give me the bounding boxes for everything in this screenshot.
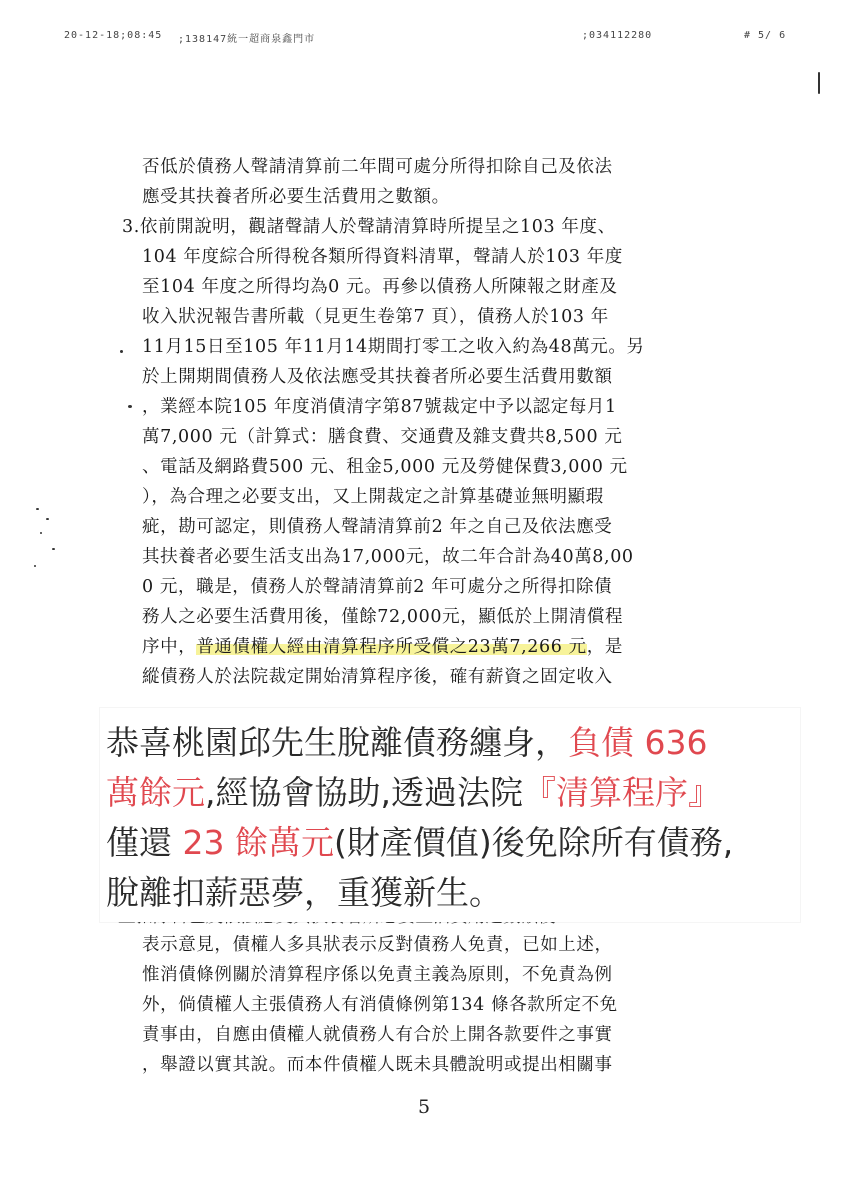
- scan-speck: [40, 532, 42, 534]
- text-line: 務人之必要生活費用後，僅餘72,000元，顯低於上開清償程: [142, 607, 624, 627]
- text-line: 表示意見，債權人多具狀表示反對債務人免責，已如上述，: [142, 935, 613, 955]
- banner-text: ,經協會協助,透過法院: [205, 773, 523, 812]
- text-line: ，舉證以實其說。而本件債權人既未具體說明或提出相關事: [142, 1055, 613, 1075]
- banner-line: [106, 768, 800, 818]
- text-line: 其扶養者必要生活支出為17,000元，故二年合計為40萬8,00: [142, 547, 634, 567]
- highlight-prefix: 序中，: [142, 637, 197, 657]
- text-line: 外，倘債權人主張債務人有消債條例第134 條各款所定不免: [142, 995, 618, 1015]
- scan-speck: [34, 565, 36, 567]
- banner-text: 僅還: [106, 823, 183, 862]
- text-line: 責事由，自應由債權人就債務人有合於上開各款要件之事實: [142, 1025, 613, 1045]
- item-number: 3.: [122, 217, 140, 237]
- fax-timestamp: 20-12-18;08:45: [64, 30, 163, 41]
- congratulations-banner: [100, 708, 800, 922]
- text-line: ），為合理之必要支出，又上開裁定之計算基礎並無明顯瑕: [142, 487, 604, 507]
- page-number: 5: [417, 1096, 431, 1118]
- scan-speck: [120, 350, 123, 353]
- text-line: 至104 年度之所得均為0 元。再參以債務人所陳報之財產及: [142, 277, 618, 297]
- text-line: ，業經本院105 年度消債清字第87號裁定中予以認定每月1: [142, 397, 617, 417]
- text-line-content: 依前開說明，觀諸聲請人於聲請清算時所提呈之103 年度、: [139, 217, 616, 237]
- upper-paragraph: [122, 152, 717, 692]
- text-line: 104 年度綜合所得稅各類所得資料清單，聲請人於103 年度: [142, 247, 623, 267]
- fax-header: [0, 30, 848, 48]
- highlight-suffix: ，是: [586, 637, 623, 657]
- scan-speck: [818, 72, 820, 94]
- text-line: 、電話及網路費500 元、租金5,000 元及勞健保費3,000 元: [142, 457, 628, 477]
- fax-sender: ;138147統一超商泉鑫門市: [178, 34, 316, 45]
- text-line: 應受其扶養者所必要生活費用之數額。: [142, 187, 450, 207]
- fax-number: ;034112280: [582, 30, 653, 41]
- text-line: 11月15日至105 年11月14期間打零工之收入約為48萬元。另: [142, 337, 645, 357]
- banner-line: [106, 818, 800, 868]
- text-line-numbered: [122, 212, 717, 242]
- banner-procedure: 『清算程序』: [522, 773, 721, 812]
- scan-speck: [46, 518, 49, 520]
- text-line: 0 元，職是，債務人於聲請清算前2 年可處分之所得扣除債: [142, 577, 613, 597]
- scan-speck: [128, 405, 132, 408]
- text-line: 惟消債條例關於清算程序係以免責主義為原則，不免責為例: [142, 965, 613, 985]
- text-line: 萬7,000 元（計算式：膳食費、交通費及雜支費共8,500 元: [142, 427, 623, 447]
- banner-debt-unit: 萬餘元: [106, 773, 205, 812]
- text-line: 收入狀況報告書所載（見更生卷第7 頁），債務人於103 年: [142, 307, 609, 327]
- text-line: 疵，勘可認定，則債務人聲請清算前2 年之自己及依法應受: [142, 517, 613, 537]
- lower-paragraph: [142, 930, 717, 1080]
- highlighted-line: [142, 632, 717, 662]
- scan-speck: [52, 548, 55, 550]
- text-line: 否低於債務人聲請清算前二年間可處分所得扣除自己及依法: [142, 157, 613, 177]
- highlighted-text: 普通債權人經由清算程序所受償之23萬7,266 元: [196, 637, 587, 657]
- banner-repaid-amount: 23 餘萬元: [182, 823, 334, 862]
- banner-text: 恭喜桃園邱先生脫離債務纏身，: [106, 723, 568, 762]
- text-line: 於上開期間債務人及依法應受其扶養者所必要生活費用數額: [142, 367, 613, 387]
- banner-debt-amount: 負債 636: [568, 723, 708, 762]
- scan-speck: [36, 508, 39, 510]
- fax-page-indicator: # 5/ 6: [744, 30, 787, 41]
- banner-line: 脫離扣薪惡夢，重獲新生。: [106, 873, 502, 912]
- text-line: 縱債務人於法院裁定開始清算程序後，確有薪資之固定收入: [142, 667, 613, 687]
- banner-line: [106, 718, 800, 768]
- banner-text: (財產價值)後免除所有債務,: [333, 823, 734, 862]
